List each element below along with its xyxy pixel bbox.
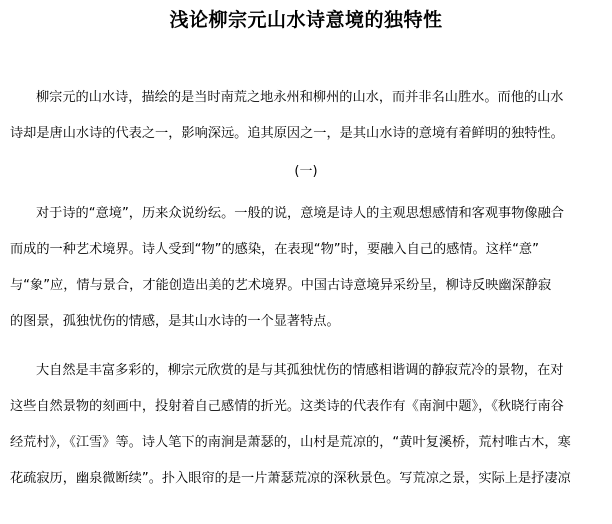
- paragraph-1-line-2: 诗却是唐山水诗的代表之一，影响深远。追其原因之一，是其山水诗的意境有着鲜明的独特性。: [10, 126, 564, 141]
- paragraph-3-line-2: 这些自然景物的刻画中，投射着自己感情的折光。这类诗的代表作有《南涧中题》，《秋晓行南谷: [10, 399, 564, 414]
- paragraph-2-line-4: 的图景，孤独忧伤的情感，是其山水诗的一个显著特点。: [10, 314, 340, 329]
- paragraph-3-line-1: 大自然是丰富多彩的，柳宗元欣赏的是与其孤独忧伤的情感相谐调的静寂荒冷的景物，在对: [36, 363, 564, 378]
- paragraph-2-line-2: 而成的一种艺术境界。诗人受到“物”的感染，在表现“物”时，要融入自己的感情。这样“意”: [10, 242, 539, 257]
- paragraph-1-line-1: 柳宗元的山水诗，描绘的是当时南荒之地永州和柳州的山水，而并非名山胜水。而他的山水: [36, 90, 564, 105]
- paragraph-3-line-3: 经荒村》，《江雪》等。诗人笔下的南涧是萧瑟的，山村是荒凉的，“黄叶复溪桥，荒村唯古木，寒: [10, 435, 571, 450]
- paragraph-2-line-3: 与“象”应，情与景合，才能创造出美的艺术境界。中国古诗意境异采纷呈，柳诗反映幽深静寂: [10, 278, 552, 293]
- document-title: 浅论柳宗元山水诗意境的独特性: [169, 9, 443, 31]
- section-number: (一): [294, 164, 318, 179]
- paragraph-2-line-1: 对于诗的“意境”，历来众说纷纭。一般的说，意境是诗人的主观思想感情和客观事物像融合: [36, 206, 564, 221]
- paragraph-3-line-4: 花疏寂历，幽泉微断续”。扑入眼帘的是一片萧瑟荒凉的深秋景色。写荒凉之景，实际上是抒凄凉: [10, 471, 571, 486]
